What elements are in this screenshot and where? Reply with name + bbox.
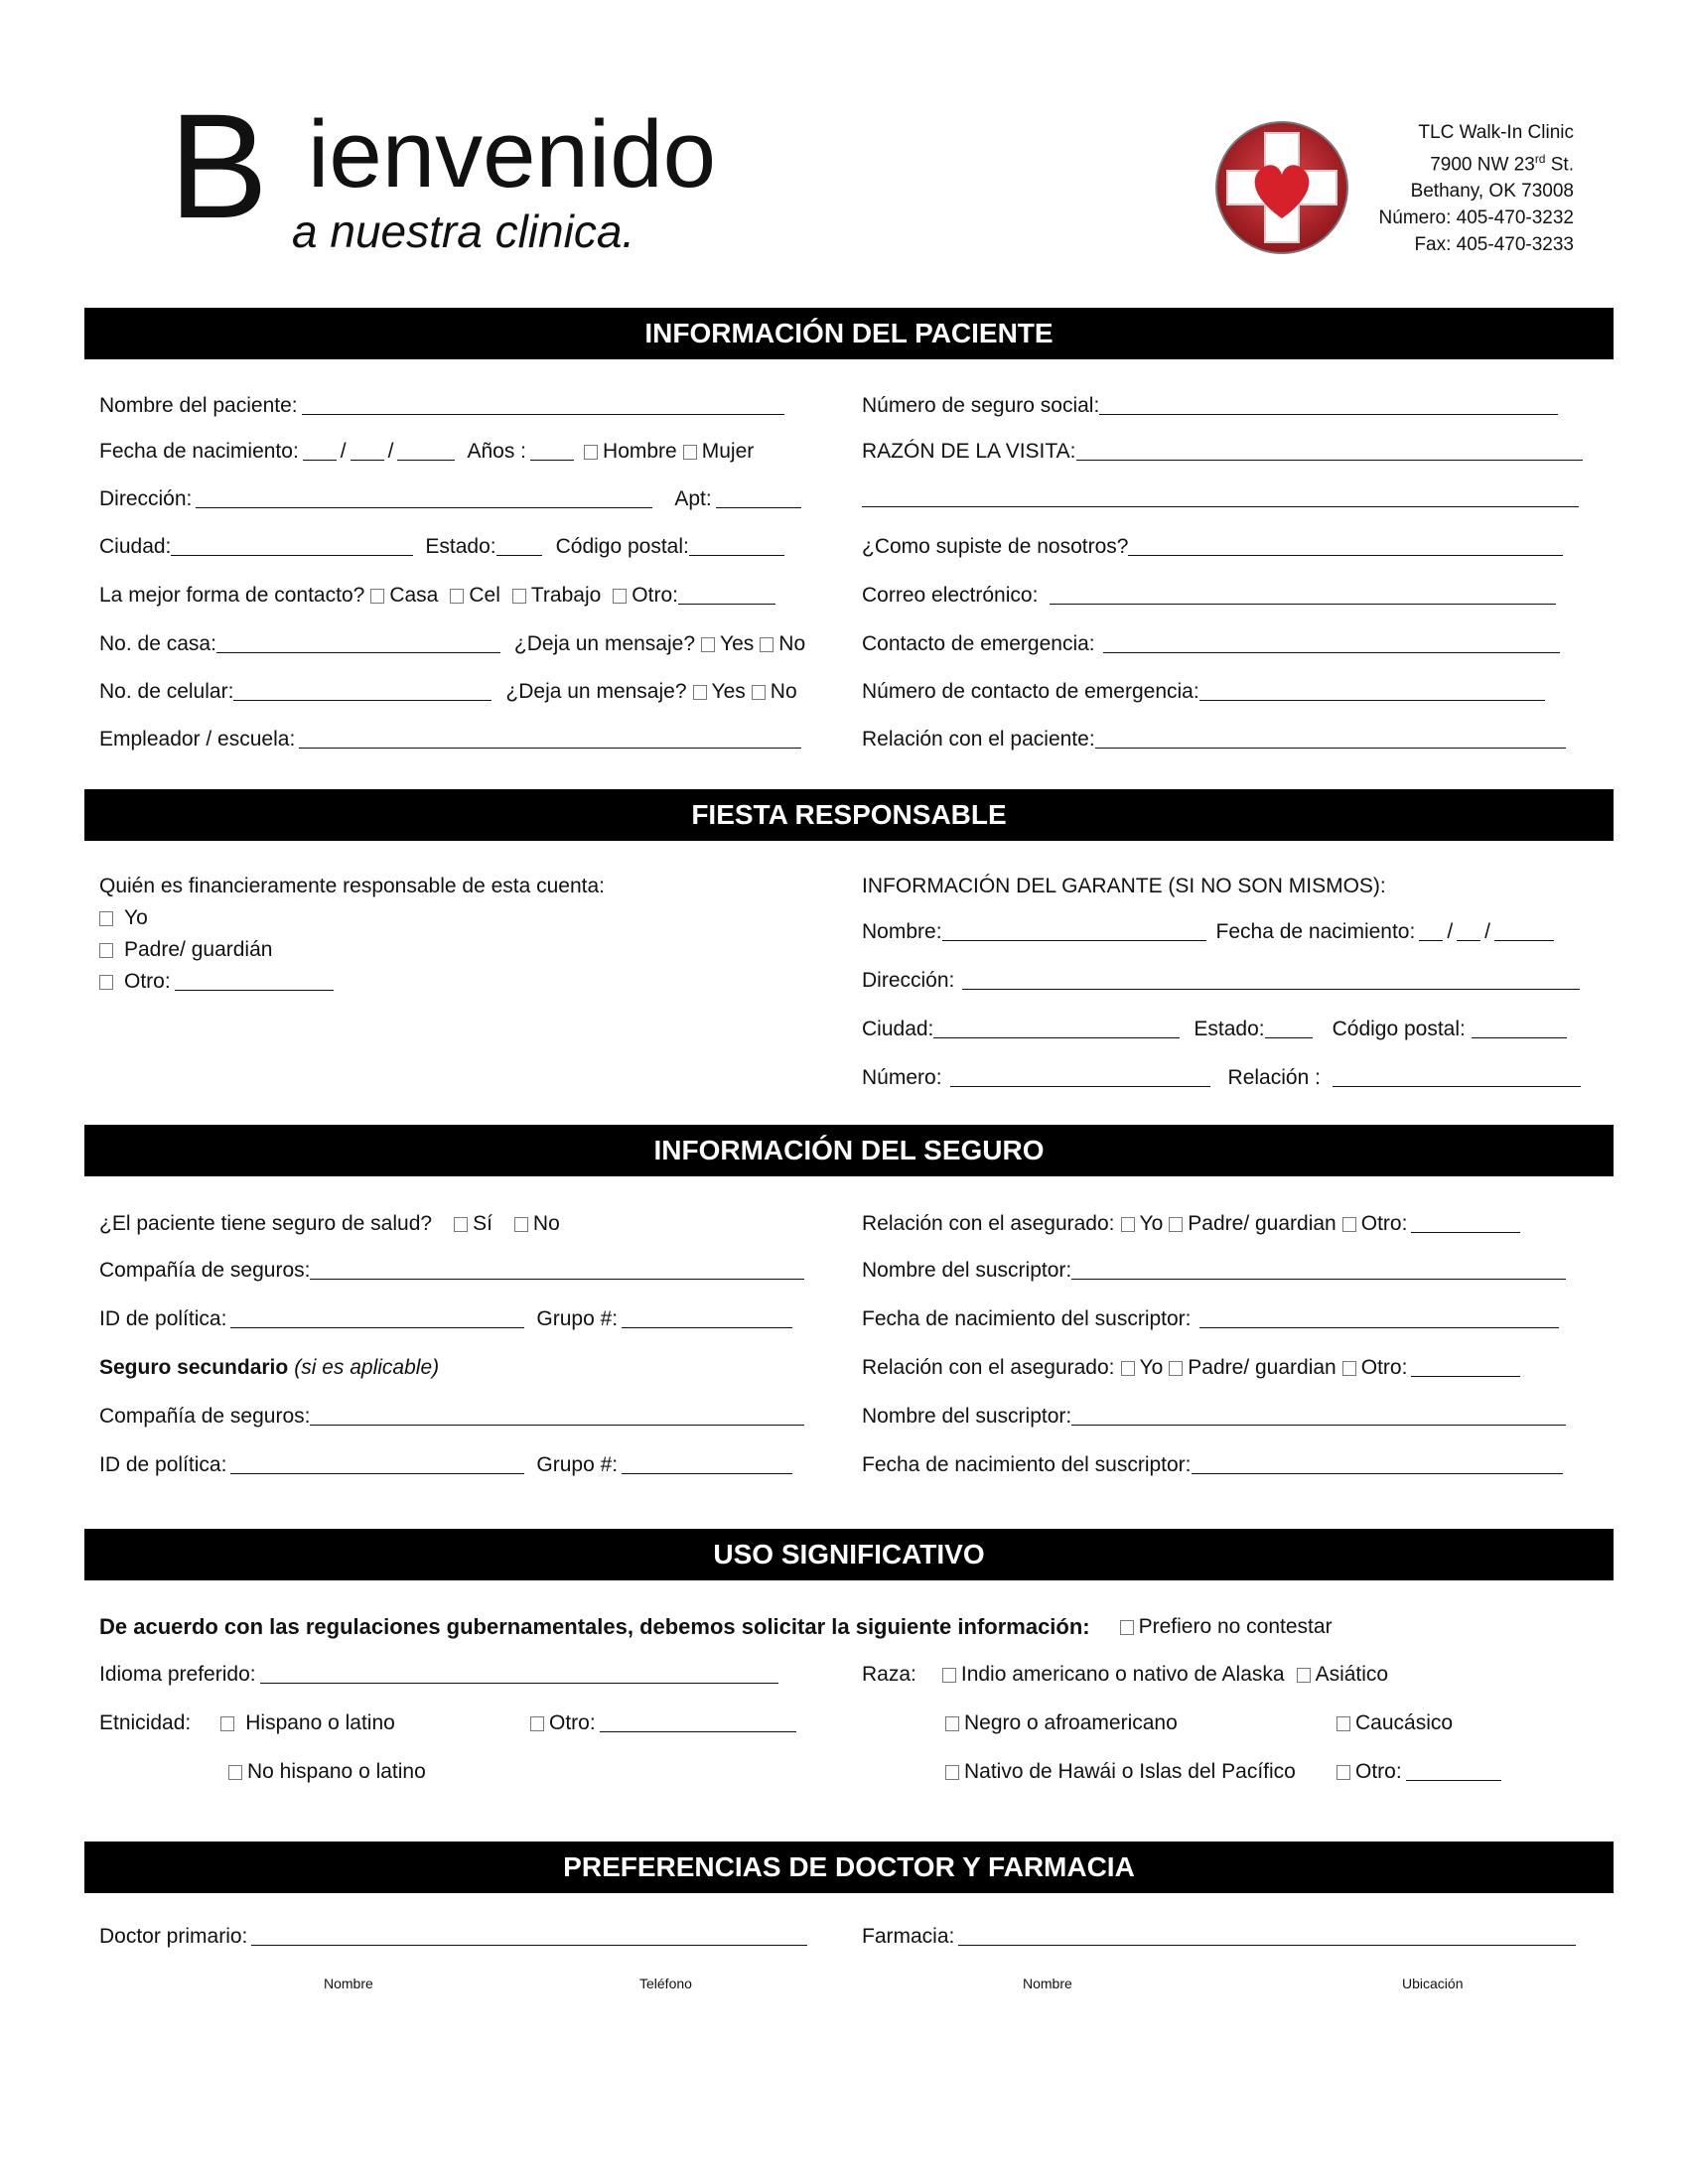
guarantor-name-row (862, 919, 1558, 945)
ethnicity-row (99, 1710, 395, 1736)
referral-label: ¿Como supiste de nosotros? (862, 535, 1129, 558)
emergency-contact-row (862, 631, 1564, 657)
section-insurance: INFORMACIÓN DEL SEGURO (84, 1125, 1614, 1176)
subscriber2-dob-label: Fecha de nacimiento del suscriptor: (862, 1453, 1192, 1476)
home-message-no-label: No (778, 632, 806, 655)
referral-row (862, 534, 1567, 560)
guarantor-relation-field[interactable] (1333, 1066, 1581, 1087)
company-field[interactable] (310, 1259, 804, 1280)
welcome-word: ienvenido (308, 101, 716, 207)
cell-phone-label: No. de celular: (99, 680, 234, 703)
regulations-notice: De acuerdo con las regulaciones gubernamentales, debemos solicitar la siguiente información: (99, 1614, 1090, 1639)
insured-relation2-label: Relación con el asegurado: (862, 1356, 1115, 1379)
ssn-row (862, 393, 1562, 419)
guarantor-relation-label: Relación : (1227, 1066, 1321, 1089)
responsible-option-self (93, 905, 148, 931)
employer-label: Empleador / escuela: (99, 728, 296, 751)
employer-field[interactable] (299, 728, 801, 749)
black-label: Negro o afroamericano (964, 1711, 1178, 1734)
secondary-title: Seguro secundario (99, 1356, 289, 1379)
patient-address-row (99, 486, 805, 512)
responsible-self-checkbox[interactable] (99, 911, 113, 926)
clinic-city: Bethany, OK 73008 (1410, 181, 1574, 203)
secondary-note: (si es aplicable) (294, 1356, 440, 1379)
home-message-no-checkbox[interactable] (760, 637, 774, 652)
subscriber-dob-label: Fecha de nacimiento del suscriptor: (862, 1307, 1192, 1330)
subscriber-label: Nombre del suscriptor: (862, 1259, 1072, 1282)
guarantor-dob-year-field[interactable] (1494, 920, 1554, 941)
reason-extra-row (862, 486, 1583, 511)
has-insurance-row (99, 1211, 560, 1237)
policy-label: ID de política: (99, 1307, 227, 1330)
insured-self-checkbox[interactable] (1121, 1217, 1135, 1232)
cell-message-yes-label: Yes (711, 680, 746, 703)
responsible-self-label: Yo (124, 906, 148, 929)
date-slash: / (1484, 920, 1491, 943)
contact-cell-label: Cel (469, 584, 500, 607)
insured2-other-field[interactable] (1411, 1356, 1520, 1377)
guarantor-number-row (862, 1065, 1585, 1091)
clinic-address (1379, 146, 1574, 178)
responsible-other-field[interactable] (175, 970, 334, 991)
section-preferences: PREFERENCIAS DE DOCTOR Y FARMACIA (84, 1842, 1614, 1893)
caucasian-row (1331, 1710, 1453, 1736)
insured-parent-label: Padre/ guardian (1188, 1212, 1336, 1235)
patient-dob-day-field[interactable] (351, 440, 384, 461)
subscriber2-row (862, 1404, 1570, 1430)
patient-age-field[interactable] (530, 440, 574, 461)
caucasian-label: Caucásico (1355, 1711, 1454, 1734)
contact-home-label: Casa (389, 584, 439, 607)
date-slash: / (340, 440, 347, 463)
relation-row (862, 727, 1570, 752)
clinic-address-sup: rd (1534, 152, 1546, 166)
emergency-contact-label: Contacto de emergencia: (862, 632, 1095, 655)
reason-row (862, 439, 1587, 465)
female-checkbox[interactable] (683, 445, 697, 460)
policy2-row (99, 1452, 796, 1478)
male-label: Hombre (603, 440, 677, 463)
not-hispanic-row (222, 1759, 426, 1785)
subscriber-dob-field[interactable] (1199, 1307, 1559, 1328)
guarantor-dob-day-field[interactable] (1457, 920, 1480, 941)
native-american-label: Indio americano o nativo de Alaska (960, 1663, 1285, 1686)
patient-name-label: Nombre del paciente: (99, 394, 298, 417)
race-other-row (1331, 1759, 1505, 1785)
insured2-other-checkbox[interactable] (1342, 1361, 1356, 1376)
guarantor-dob-month-field[interactable] (1419, 920, 1443, 941)
has-insurance-yes-label: Sí (473, 1212, 492, 1235)
black-checkbox[interactable] (945, 1716, 959, 1731)
employer-row (99, 727, 805, 752)
ethnicity-other-checkbox[interactable] (530, 1716, 544, 1731)
pacific-row (939, 1759, 1296, 1785)
clinic-address-street: 7900 NW 23 (1430, 154, 1535, 176)
group-field[interactable] (622, 1307, 792, 1328)
insured-relation-label: Relación con el asegurado: (862, 1212, 1115, 1235)
responsible-parent-checkbox[interactable] (99, 943, 113, 958)
patient-city-row (99, 534, 788, 560)
emergency-number-field[interactable] (1199, 680, 1545, 701)
patient-city-field[interactable] (171, 535, 413, 556)
subscriber2-dob-field[interactable] (1192, 1453, 1563, 1474)
guarantor-zip-label: Código postal: (1332, 1018, 1466, 1040)
ethnicity-other-row (524, 1710, 800, 1736)
not-hispanic-checkbox[interactable] (228, 1765, 242, 1780)
patient-address-field[interactable] (196, 487, 652, 508)
clinic-logo (1213, 119, 1350, 256)
guarantor-number-label: Número: (862, 1066, 942, 1089)
clinic-fax: Fax: 405-470-3233 (1414, 234, 1574, 256)
guarantor-address-label: Dirección: (862, 969, 955, 992)
contact-cell-checkbox[interactable] (450, 589, 464, 604)
company-row (99, 1258, 808, 1284)
cell-message-label: ¿Deja un mensaje? (505, 680, 687, 703)
reason-extra-field[interactable] (862, 486, 1579, 507)
subscriber2-label: Nombre del suscriptor: (862, 1405, 1072, 1428)
has-insurance-no-label: No (532, 1212, 560, 1235)
company2-field[interactable] (310, 1405, 804, 1426)
caucasian-checkbox[interactable] (1336, 1716, 1350, 1731)
contact-work-label: Trabajo (530, 584, 602, 607)
email-label: Correo electrónico: (862, 584, 1039, 607)
home-phone-row (99, 631, 805, 657)
hispanic-checkbox[interactable] (220, 1716, 234, 1731)
pharmacy-row (862, 1924, 1580, 1950)
patient-state-field[interactable] (496, 535, 542, 556)
guarantor-title: INFORMACIÓN DEL GARANTE (SI NO SON MISMOS): (862, 875, 1386, 897)
ssn-field[interactable] (1099, 394, 1558, 415)
section-meaningful-use: USO SIGNIFICATIVO (84, 1529, 1614, 1580)
patient-dob-label: Fecha de nacimiento: (99, 440, 299, 463)
subscriber-field[interactable] (1071, 1259, 1566, 1280)
clinic-name: TLC Walk-In Clinic (1418, 122, 1574, 143)
insured-relation2-row (862, 1355, 1524, 1381)
responsible-parent-label: Padre/ guardián (124, 938, 273, 961)
patient-dob-year-field[interactable] (397, 440, 455, 461)
guarantor-number-field[interactable] (950, 1066, 1210, 1087)
has-insurance-no-checkbox[interactable] (514, 1217, 528, 1232)
ethnicity-label: Etnicidad: (99, 1711, 192, 1734)
emergency-number-row (862, 679, 1549, 705)
female-label: Mujer (701, 440, 755, 463)
group-label: Grupo #: (536, 1307, 619, 1330)
welcome-subtitle: a nuestra clinica. (292, 205, 635, 257)
email-field[interactable] (1050, 584, 1556, 605)
pharmacy-field[interactable] (958, 1925, 1576, 1946)
secondary-title-row (99, 1355, 439, 1381)
race-other-label: Otro: (1355, 1760, 1402, 1783)
contact-home-checkbox[interactable] (370, 589, 384, 604)
patient-name-field[interactable] (302, 394, 784, 415)
policy-field[interactable] (230, 1307, 524, 1328)
cell-message-yes-checkbox[interactable] (693, 685, 707, 700)
cell-phone-row (99, 679, 797, 705)
subscriber-dob-row (862, 1306, 1563, 1332)
responsible-other-checkbox[interactable] (99, 975, 113, 990)
insured2-parent-label: Padre/ guardian (1188, 1356, 1336, 1379)
patient-contact-row (99, 583, 779, 609)
race-other-field[interactable] (1406, 1760, 1501, 1781)
guarantor-dob-label: Fecha de nacimiento: (1215, 920, 1416, 943)
guarantor-name-label: Nombre: (862, 920, 942, 943)
email-row (862, 583, 1560, 609)
date-slash: / (1447, 920, 1454, 943)
patient-dob-month-field[interactable] (303, 440, 337, 461)
insured-other-field[interactable] (1411, 1212, 1520, 1233)
insured2-self-checkbox[interactable] (1121, 1361, 1135, 1376)
welcome-heading (169, 82, 864, 270)
prefer-not-checkbox[interactable] (1120, 1620, 1134, 1635)
patient-address-label: Dirección: (99, 487, 193, 510)
hispanic-label: Hispano o latino (245, 1711, 395, 1734)
patient-zip-field[interactable] (689, 535, 784, 556)
male-checkbox[interactable] (584, 445, 598, 460)
guarantor-city-row (862, 1017, 1571, 1042)
doctor-name-caption: Nombre (324, 1976, 373, 1991)
ethnicity-other-field[interactable] (600, 1711, 796, 1732)
insured2-self-label: Yo (1139, 1356, 1164, 1379)
patient-zip-label: Código postal: (555, 535, 689, 558)
asian-checkbox[interactable] (1297, 1668, 1311, 1683)
black-row (939, 1710, 1178, 1736)
company-label: Compañía de seguros: (99, 1259, 311, 1282)
subscriber2-dob-row (862, 1452, 1567, 1478)
cell-phone-field[interactable] (233, 680, 492, 701)
home-message-yes-checkbox[interactable] (701, 637, 715, 652)
date-slash: / (387, 440, 394, 463)
patient-age-label: Años : (467, 440, 527, 463)
race-other-checkbox[interactable] (1336, 1765, 1350, 1780)
guarantor-state-label: Estado: (1194, 1018, 1265, 1040)
company2-row (99, 1404, 808, 1430)
referral-field[interactable] (1128, 535, 1563, 556)
policy2-label: ID de política: (99, 1453, 227, 1476)
contact-other-checkbox[interactable] (613, 589, 627, 604)
ethnicity-other-label: Otro: (549, 1711, 596, 1734)
contact-other-field[interactable] (678, 584, 775, 605)
guarantor-city-field[interactable] (933, 1018, 1180, 1038)
insured2-other-label: Otro: (1360, 1356, 1408, 1379)
race-label: Raza: (862, 1663, 916, 1686)
doctor-field[interactable] (251, 1925, 807, 1946)
guarantor-address-row (862, 968, 1584, 994)
native-american-checkbox[interactable] (942, 1668, 956, 1683)
cell-message-no-label: No (770, 680, 797, 703)
doctor-phone-caption: Teléfono (639, 1976, 692, 1991)
home-phone-field[interactable] (216, 632, 500, 653)
clinic-phone: Número: 405-470-3232 (1378, 207, 1574, 229)
pharmacy-name-caption: Nombre (1023, 1976, 1072, 1991)
ssn-label: Número de seguro social: (862, 394, 1100, 417)
home-message-label: ¿Deja un mensaje? (513, 632, 696, 655)
reason-field[interactable] (1076, 440, 1583, 461)
race-row (862, 1662, 1388, 1688)
responsible-option-other (93, 969, 338, 995)
guarantor-address-field[interactable] (962, 969, 1580, 990)
group2-field[interactable] (622, 1453, 792, 1474)
reason-label: RAZÓN DE LA VISITA: (862, 440, 1076, 463)
pacific-checkbox[interactable] (945, 1765, 959, 1780)
guarantor-name-field[interactable] (942, 920, 1206, 941)
patient-apt-field[interactable] (716, 487, 801, 508)
subscriber2-field[interactable] (1071, 1405, 1566, 1426)
guarantor-zip-field[interactable] (1472, 1018, 1567, 1038)
home-message-yes-label: Yes (720, 632, 755, 655)
responsible-other-label: Otro: (124, 970, 171, 993)
patient-dob-row (99, 439, 754, 465)
welcome-big-letter: B (169, 82, 269, 249)
section-patient-info: INFORMACIÓN DEL PACIENTE (84, 308, 1614, 359)
pacific-label: Nativo de Hawái o Islas del Pacífico (964, 1760, 1296, 1783)
language-field[interactable] (260, 1663, 778, 1684)
patient-apt-label: Apt: (674, 487, 712, 510)
asian-label: Asiático (1315, 1663, 1389, 1686)
home-phone-label: No. de casa: (99, 632, 216, 655)
cell-message-no-checkbox[interactable] (752, 685, 766, 700)
patient-name-row (99, 393, 788, 419)
pharmacy-location-caption: Ubicación (1402, 1976, 1464, 1991)
patient-state-label: Estado: (425, 535, 496, 558)
insured2-parent-checkbox[interactable] (1169, 1361, 1183, 1376)
patient-city-label: Ciudad: (99, 535, 172, 558)
insured-parent-checkbox[interactable] (1169, 1217, 1183, 1232)
clinic-address-suffix: St. (1545, 154, 1574, 176)
prefer-not-label: Prefiero no contestar (1138, 1615, 1333, 1638)
insured-self-label: Yo (1139, 1212, 1164, 1235)
contact-other-label: Otro: (632, 584, 678, 607)
responsible-option-parent (93, 937, 272, 963)
contact-work-checkbox[interactable] (512, 589, 526, 604)
guarantor-state-field[interactable] (1265, 1018, 1313, 1038)
language-label: Idioma preferido: (99, 1663, 256, 1686)
policy-row (99, 1306, 796, 1332)
emergency-number-label: Número de contacto de emergencia: (862, 680, 1199, 703)
not-hispanic-label: No hispano o latino (247, 1760, 426, 1783)
guarantor-city-label: Ciudad: (862, 1018, 934, 1040)
regulations-row (99, 1614, 1333, 1640)
policy2-field[interactable] (230, 1453, 524, 1474)
emergency-contact-field[interactable] (1103, 632, 1560, 653)
section-responsible-party: FIESTA RESPONSABLE (84, 789, 1614, 841)
contact-method-label: La mejor forma de contacto? (99, 584, 365, 607)
insured-relation-row (862, 1211, 1524, 1237)
doctor-label: Doctor primario: (99, 1925, 248, 1948)
relation-field[interactable] (1095, 728, 1566, 749)
doctor-row (99, 1924, 811, 1950)
language-row (99, 1662, 782, 1688)
has-insurance-label: ¿El paciente tiene seguro de salud? (99, 1212, 433, 1235)
responsible-question: Quién es financieramente responsable de esta cuenta: (99, 875, 605, 897)
group2-label: Grupo #: (536, 1453, 619, 1476)
clinic-logo-icon (1213, 119, 1350, 256)
has-insurance-yes-checkbox[interactable] (454, 1217, 468, 1232)
relation-label: Relación con el paciente: (862, 728, 1095, 751)
insured-other-label: Otro: (1360, 1212, 1408, 1235)
pharmacy-label: Farmacia: (862, 1925, 955, 1948)
insured-other-checkbox[interactable] (1342, 1217, 1356, 1232)
clinic-info (1379, 119, 1574, 258)
subscriber-row (862, 1258, 1570, 1284)
company2-label: Compañía de seguros: (99, 1405, 311, 1428)
